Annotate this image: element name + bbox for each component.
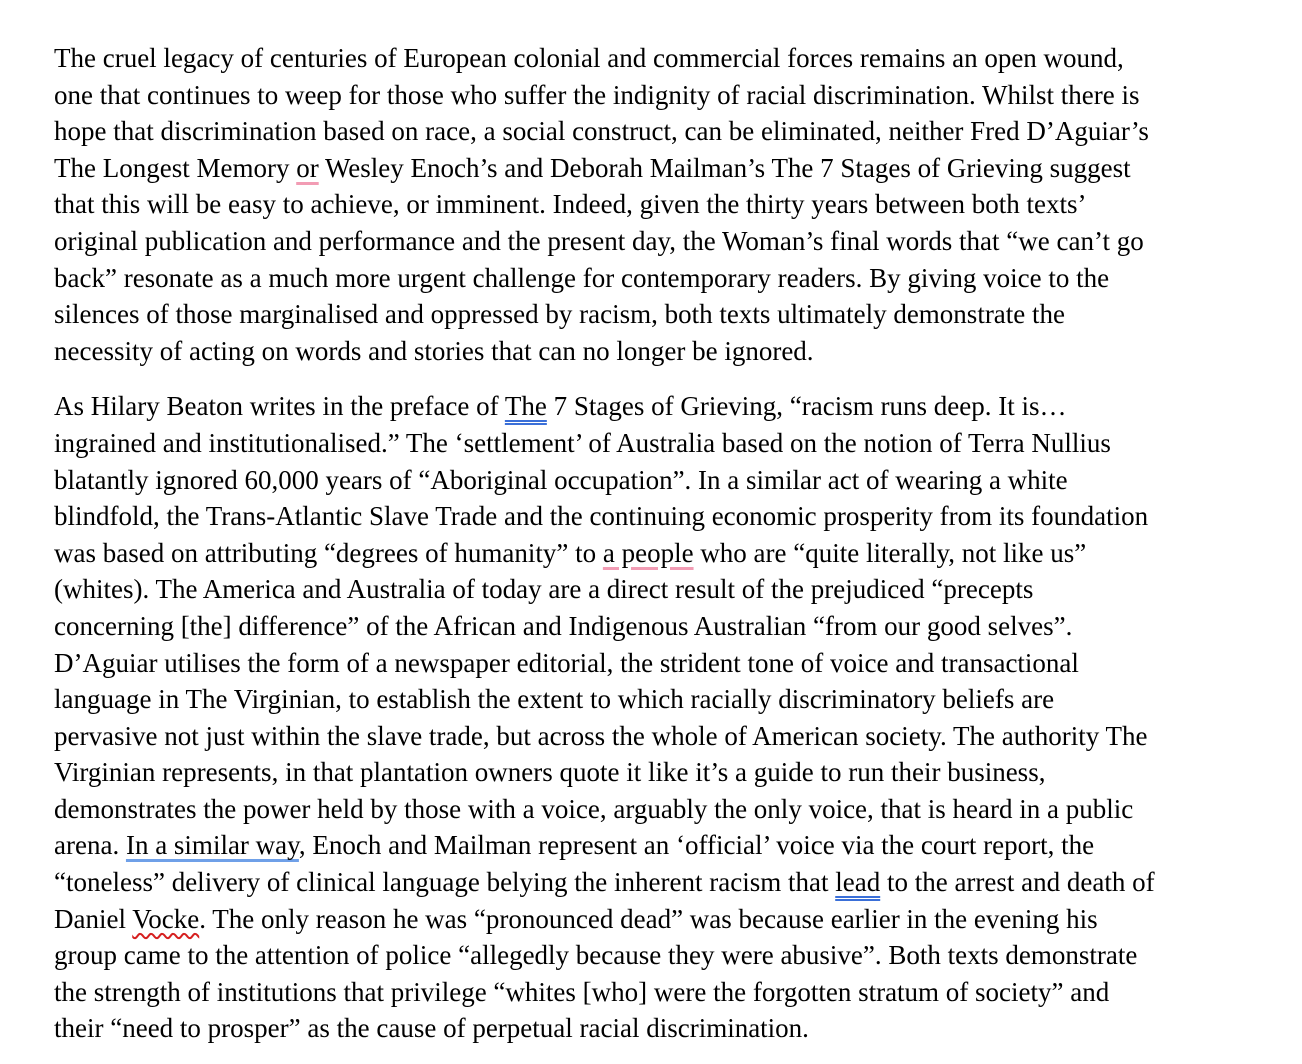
spelling-error-underline[interactable]: Vocke (132, 903, 200, 934)
text-run: pervasive not just within the slave trade, but across the whole of American society. The authority The (54, 720, 1148, 751)
grammar-suggestion-underline[interactable]: or (296, 152, 319, 183)
grammar-suggestion-underline[interactable]: lead (835, 867, 881, 898)
text-run: Wesley Enoch’s and Deborah Mailman’s The 7 Stages of Grieving suggest (318, 152, 1131, 183)
text-line (54, 388, 1274, 425)
text-run: arena. (54, 830, 126, 861)
text-line (54, 754, 1274, 791)
text-run: (whites). The America and Australia of today are a direct result of the prejudiced “precepts (54, 574, 1034, 605)
text-line (54, 77, 1274, 114)
text-run: who are “quite literally, not like us” (693, 537, 1087, 568)
text-run: Daniel (54, 903, 133, 934)
text-run: necessity of acting on words and stories that can no longer be ignored. (54, 335, 814, 366)
text-run: “toneless” delivery of clinical language belying the inherent racism that (54, 867, 836, 898)
text-line (54, 608, 1274, 645)
text-run: hope that discrimination based on race, a social construct, can be eliminated, neither Fred D’Aguiar’s (54, 116, 1149, 147)
text-run: group came to the attention of police “allegedly because they were abusive”. Both texts demonstrate (54, 940, 1138, 971)
text-line (54, 974, 1274, 1011)
grammar-suggestion-underline[interactable]: a people (602, 537, 694, 568)
text-line (54, 645, 1274, 682)
text-run: silences of those marginalised and oppressed by racism, both texts ultimately demonstrate the (54, 299, 1066, 330)
text-line (54, 223, 1274, 260)
text-line (54, 40, 1274, 77)
text-run: the strength of institutions that privilege “whites [who] were the forgotten stratum of society” and (54, 976, 1110, 1007)
text-run: language in The Virginian, to establish the extent to which racially discriminatory beliefs are (54, 684, 1055, 715)
text-run: their “need to prosper” as the cause of perpetual racial discrimination. (54, 1013, 809, 1044)
text-line (54, 186, 1274, 223)
text-line (54, 864, 1274, 901)
text-run: The cruel legacy of centuries of European colonial and commercial forces remains an open wound, (54, 43, 1124, 73)
text-run: blindfold, the Trans-Atlantic Slave Trade and the continuing economic prosperity from its foundation (54, 501, 1149, 532)
text-line (54, 333, 1274, 370)
style-suggestion-underline[interactable]: In a similar way (125, 830, 299, 861)
text-run: ingrained and institutionalised.” The ‘settlement’ of Australia based on the notion of Terra Nullius (54, 427, 1111, 458)
text-run: one that continues to weep for those who suffer the indignity of racial discrimination. Whilst there is (54, 79, 1140, 110)
document-body[interactable] (54, 40, 1274, 1047)
text-run: was based on attributing “degrees of humanity” to (54, 537, 603, 568)
text-run: back” resonate as a much more urgent challenge for contemporary readers. By giving voice to the (54, 262, 1110, 293)
paragraph[interactable] (54, 40, 1274, 369)
text-line (54, 681, 1274, 718)
paragraph[interactable] (54, 388, 1274, 1047)
text-line (54, 462, 1274, 499)
text-run: concerning [the] difference” of the African and Indigenous Australian “from our good selves”. (54, 610, 1073, 641)
text-run: As Hilary Beaton writes in the preface of (54, 391, 505, 422)
text-line (54, 260, 1274, 297)
text-line (54, 901, 1274, 938)
text-line (54, 827, 1274, 864)
text-line (54, 937, 1274, 974)
text-line (54, 535, 1274, 572)
text-line (54, 791, 1274, 828)
text-line (54, 498, 1274, 535)
text-line (54, 296, 1274, 333)
text-run: blatantly ignored 60,000 years of “Aboriginal occupation”. In a similar act of wearing a white (54, 464, 1068, 495)
text-run: original publication and performance and the present day, the Woman’s final words that “we can’t go (54, 225, 1144, 256)
text-run: to the arrest and death of (880, 867, 1155, 898)
text-run: The Longest Memory (54, 152, 297, 183)
text-run: . The only reason he was “pronounced dead” was because earlier in the evening his (199, 903, 1098, 934)
text-line (54, 1010, 1274, 1047)
text-run: 7 Stages of Grieving, “racism runs deep. It is… (546, 391, 1067, 422)
text-run: that this will be easy to achieve, or imminent. Indeed, given the thirty years between both texts’ (54, 189, 1087, 220)
text-run: demonstrates the power held by those with a voice, arguably the only voice, that is heard in a public (54, 793, 1134, 824)
text-line (54, 113, 1274, 150)
text-run: D’Aguiar utilises the form of a newspaper editorial, the strident tone of voice and transactional (54, 647, 1079, 678)
grammar-suggestion-underline[interactable]: The (504, 391, 547, 422)
text-line (54, 150, 1274, 187)
text-line (54, 718, 1274, 755)
text-run: Virginian represents, in that plantation owners quote it like it’s a guide to run their business, (54, 757, 1046, 788)
text-line (54, 571, 1274, 608)
text-run: , Enoch and Mailman represent an ‘official’ voice via the court report, the (298, 830, 1095, 861)
text-line (54, 425, 1274, 462)
